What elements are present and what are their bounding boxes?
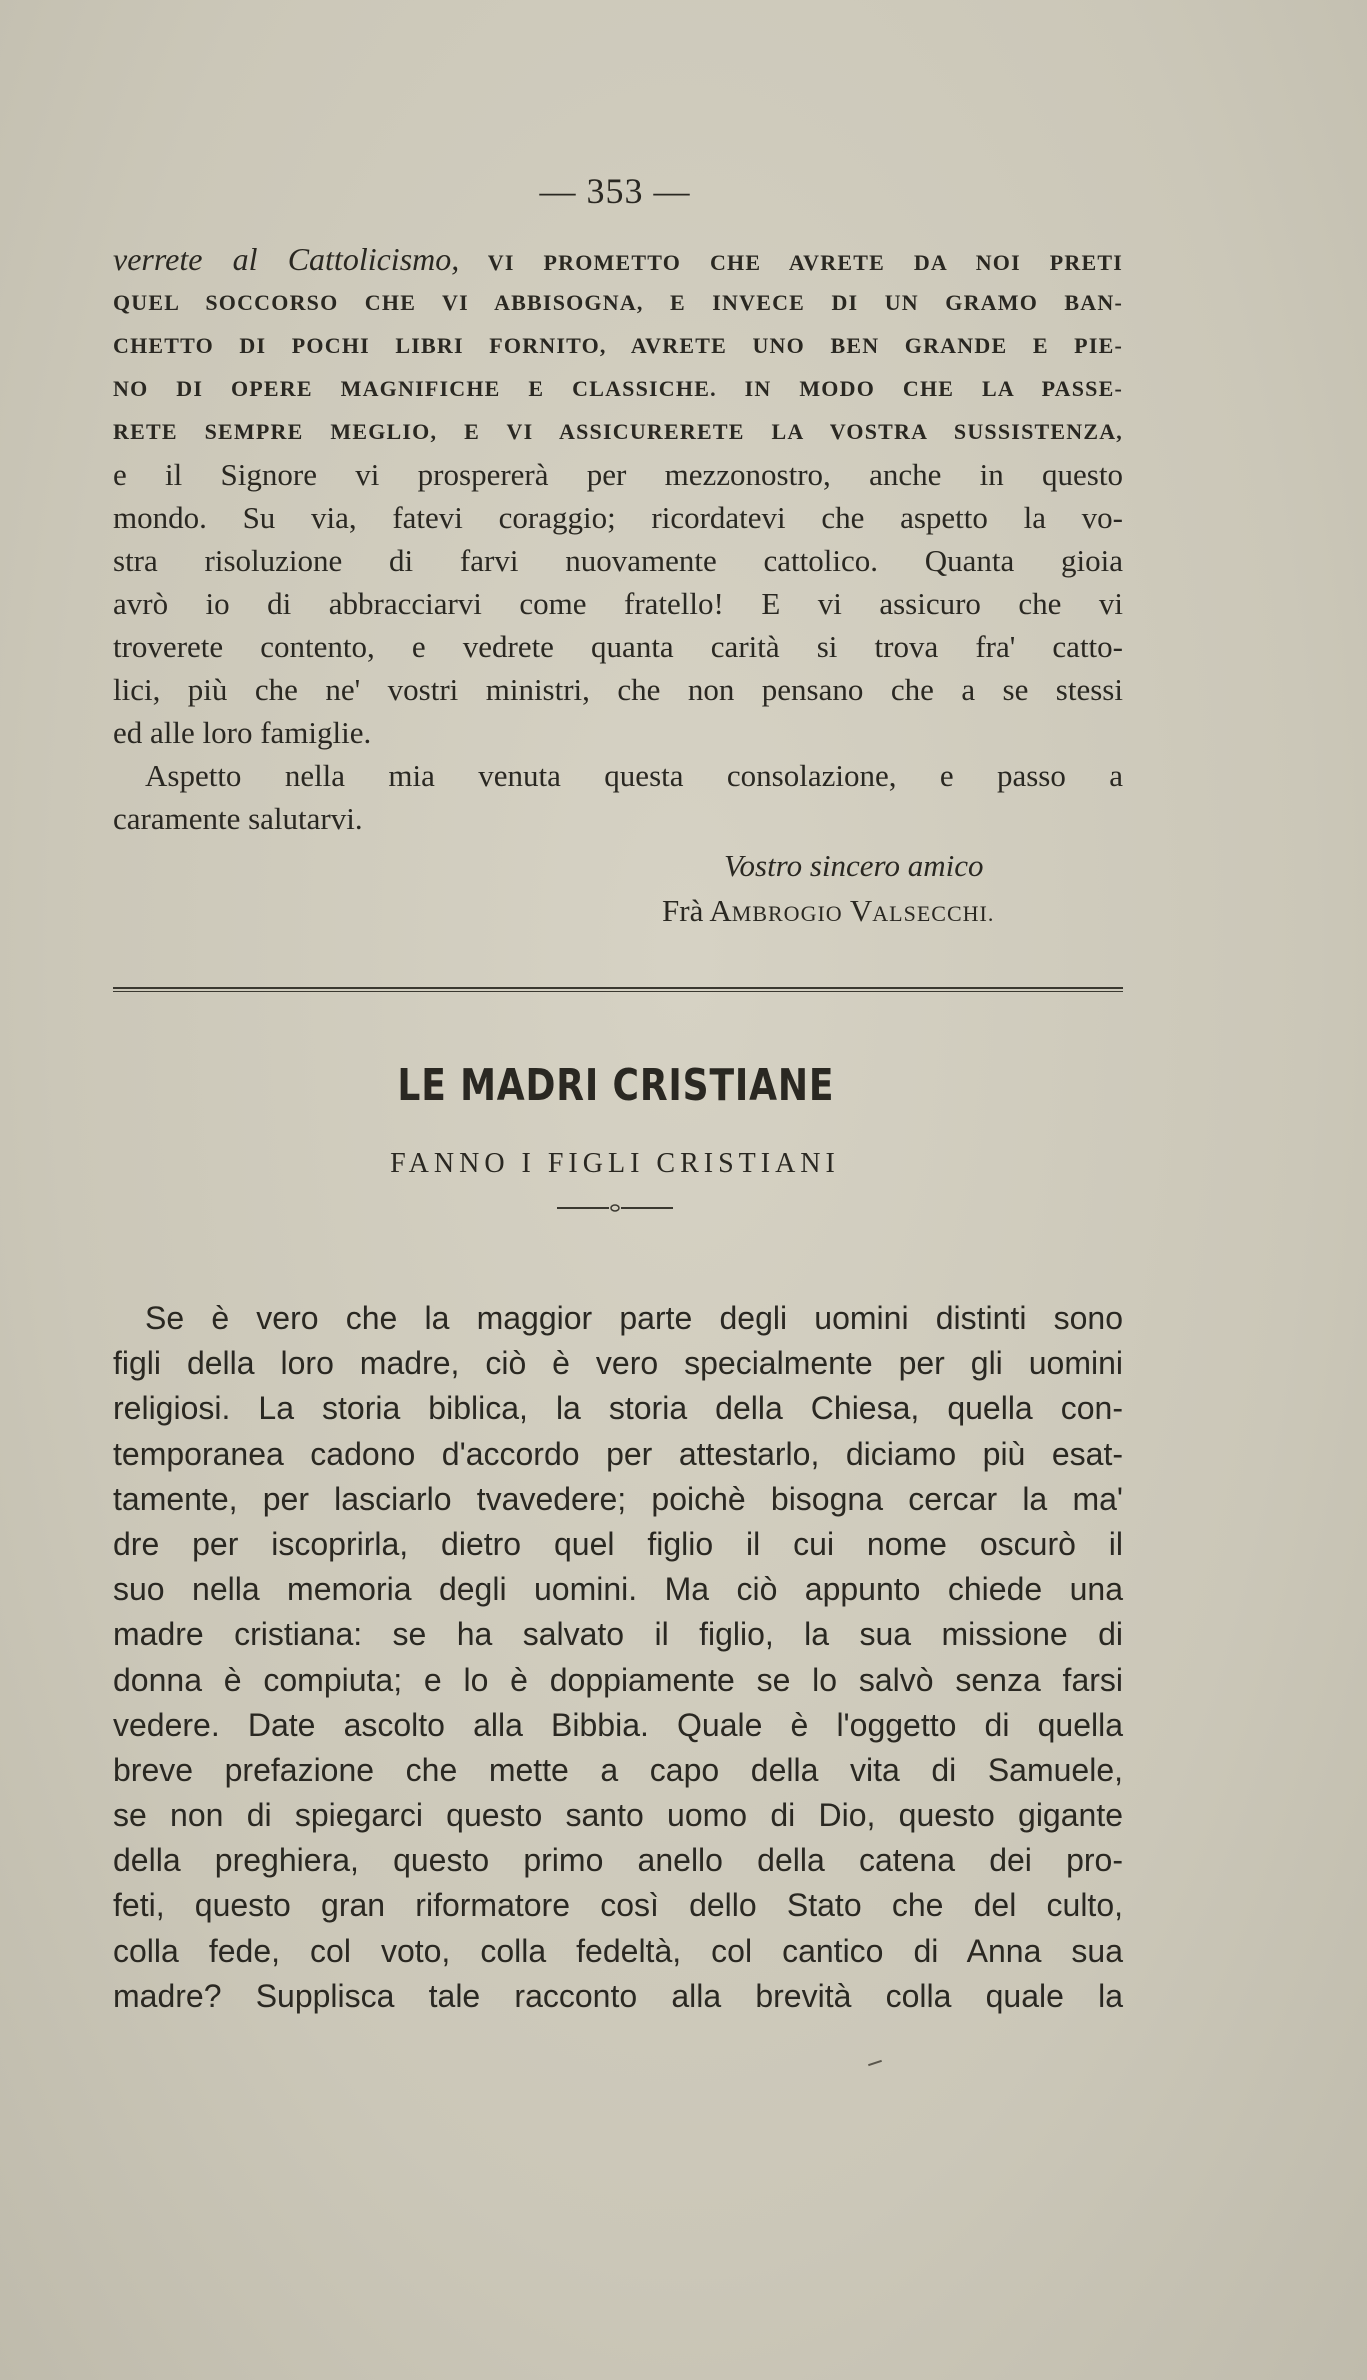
article-line: madre cristiana: se ha salvato il figlio, la sua missione di	[113, 1616, 1123, 1653]
article-line: se non di spiegarci questo santo uomo di Dio, questo gigante	[113, 1797, 1123, 1834]
section-divider	[113, 987, 1123, 992]
letter-line: caramente salutarvi.	[113, 801, 363, 836]
letter-line: QUEL SOCCORSO CHE VI ABBISOGNA, E INVECE DI UN GRAMO BAN-	[113, 290, 1123, 315]
article-line: suo nella memoria degli uomini. Ma ciò appunto chiede una	[113, 1571, 1123, 1608]
article-line: madre? Supplisca tale racconto alla brevità colla quale la	[113, 1977, 1123, 2014]
letter-line: lici, più che ne' vostri ministri, che non pensano che a se stessi	[113, 672, 1123, 707]
letter-caps-text: VI PROMETTO CHE AVRETE DA NOI PRETI	[487, 250, 1123, 275]
article-line: vedere. Date ascolto alla Bibbia. Quale è l'oggetto di quella	[113, 1706, 1123, 1743]
article-title: LE MADRI CRISTIANE	[397, 1060, 835, 1111]
letter-line: CHETTO DI POCHI LIBRI FORNITO, AVRETE UNO BEN GRANDE E PIE-	[113, 333, 1123, 358]
letter-line: NO DI OPERE MAGNIFICHE E CLASSICHE. IN MODO CHE LA PASSE-	[113, 376, 1123, 401]
letter-line: troverete contento, e vedrete quanta carità si trova fra' catto-	[113, 629, 1123, 664]
letter-text	[113, 238, 1123, 840]
article-line: tamente, per lasciarlo tvavedere; poichè bisogna cercar la ma'	[113, 1480, 1123, 1517]
article-line: dre per iscoprirla, dietro quel figlio il cui nome oscurò il	[113, 1525, 1123, 1562]
letter-signature	[662, 893, 994, 929]
signer-first-initial: A	[709, 893, 732, 928]
signer-prefix: Frà	[662, 893, 704, 928]
signer-last-rest: ALSECCHI.	[872, 901, 995, 926]
letter-line: ed alle loro famiglie.	[113, 715, 372, 750]
signer-last-initial: V	[849, 893, 873, 928]
letter-line: e il Signore vi prospererà per mezzonostro, anche in questo	[113, 457, 1123, 492]
letter-line: RETE SEMPRE MEGLIO, E VI ASSICURERETE LA VOSTRA SUSSISTENZA,	[113, 419, 1123, 444]
article-line: donna è compiuta; e lo è doppiamente se lo salvò senza farsi	[113, 1661, 1123, 1698]
print-mark	[868, 2060, 882, 2066]
letter-closing: Vostro sincero amico	[724, 848, 984, 883]
article-line: religiosi. La storia biblica, la storia della Chiesa, quella con-	[113, 1390, 1123, 1427]
letter-line: stra risoluzione di farvi nuovamente cattolico. Quanta gioia	[113, 543, 1123, 578]
letter-opening-italic: verrete al Cattolicismo,	[113, 241, 460, 277]
letter-line: Aspetto nella mia venuta questa consolazione, e passo a	[145, 758, 1123, 793]
letter-line: mondo. Su via, fatevi coraggio; ricordatevi che aspetto la vo-	[113, 500, 1123, 535]
letter-line	[113, 238, 1123, 281]
letter-line: avrò io di abbracciarvi come fratello! E vi assicuro che vi	[113, 586, 1123, 621]
article-line: breve prefazione che mette a capo della vita di Samuele,	[113, 1751, 1123, 1788]
article-line: feti, questo gran riformatore così dello Stato che del culto,	[113, 1887, 1123, 1924]
article-line: temporanea cadono d'accordo per attestarlo, diciamo più esat-	[113, 1435, 1123, 1472]
article-text	[113, 1296, 1123, 2019]
article-subtitle: FANNO I FIGLI CRISTIANI	[390, 1148, 840, 1179]
article-line: figli della loro madre, ciò è vero specialmente per gli uomini	[113, 1345, 1123, 1382]
page-number: — 353 —	[539, 171, 691, 211]
ornament-divider	[555, 1200, 675, 1216]
article-line: colla fede, col voto, colla fedeltà, col cantico di Anna sua	[113, 1932, 1123, 1969]
article-line: della preghiera, questo primo anello della catena dei pro-	[113, 1842, 1123, 1879]
signer-first-rest: MBROGIO	[731, 901, 843, 926]
article-line: Se è vero che la maggior parte degli uomini distinti sono	[145, 1300, 1123, 1336]
